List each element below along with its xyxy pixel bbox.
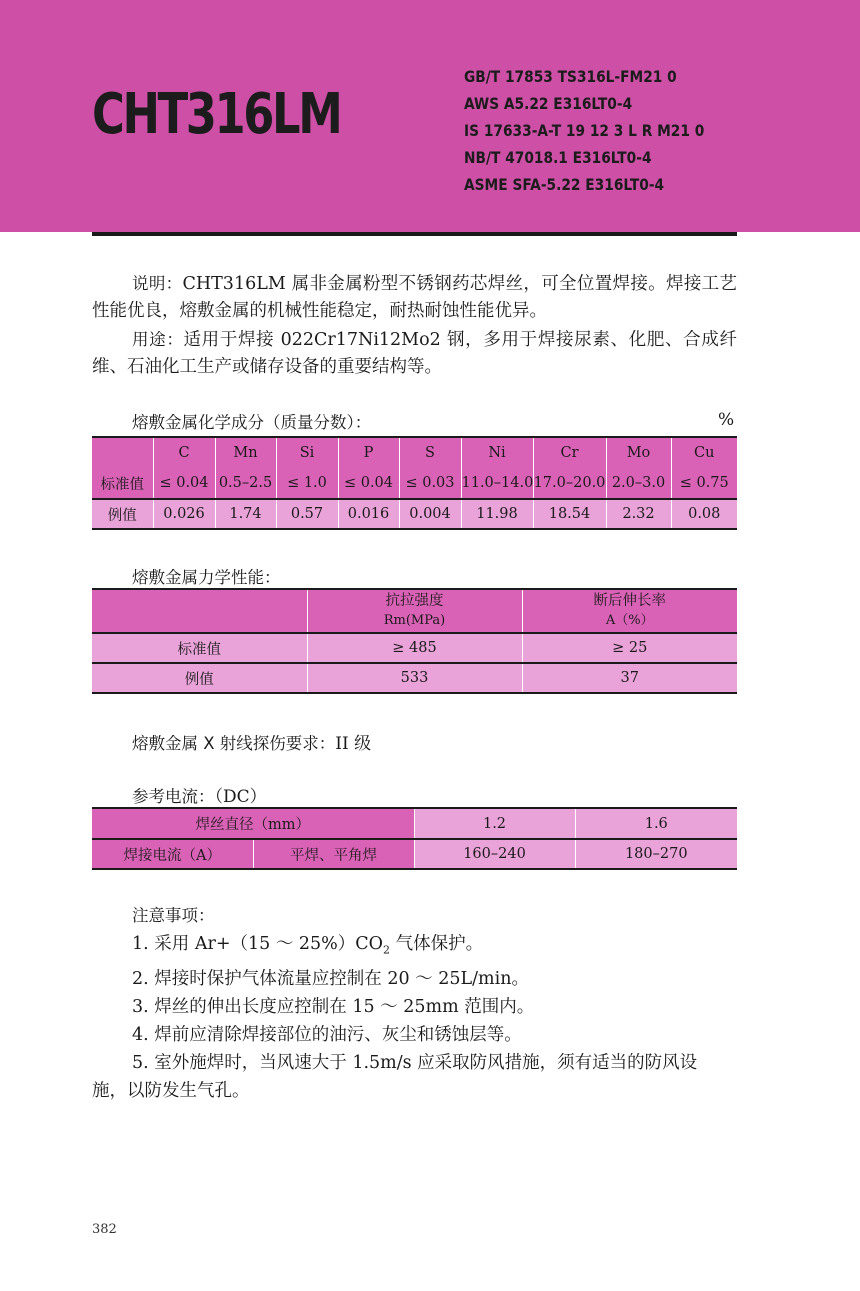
chem-header-row bbox=[92, 437, 737, 468]
current-label: 参考电流： bbox=[132, 787, 215, 806]
chem-standard-row bbox=[92, 468, 737, 499]
chem-cell: 17.0–20.0 bbox=[533, 468, 606, 499]
mech-cell: 例值 bbox=[92, 663, 307, 693]
standards-list bbox=[464, 63, 704, 198]
chem-cell: 0.004 bbox=[399, 499, 461, 529]
chem-cell: 0.08 bbox=[671, 499, 737, 529]
diameter-label: 焊丝直径（mm） bbox=[92, 808, 414, 839]
mech-header-row bbox=[92, 589, 737, 633]
chem-table bbox=[92, 436, 737, 530]
description-paragraph bbox=[92, 270, 737, 325]
diameter-value: 1.2 bbox=[414, 808, 575, 839]
chem-header-cell: Cu bbox=[671, 437, 737, 468]
mech-cell: ≥ 485 bbox=[307, 633, 522, 663]
chem-cell: 2.32 bbox=[606, 499, 671, 529]
chem-cell: ≤ 0.04 bbox=[153, 468, 215, 499]
current-diameter-row bbox=[92, 808, 737, 839]
chem-cell: 1.74 bbox=[215, 499, 276, 529]
chem-cell: 0.5–2.5 bbox=[215, 468, 276, 499]
chem-header-cell: Mo bbox=[606, 437, 671, 468]
elongation-unit: A（%） bbox=[605, 613, 654, 628]
chem-cell: ≤ 0.03 bbox=[399, 468, 461, 499]
note-1-tail: 气体保护。 bbox=[390, 934, 484, 954]
note-item: 4. 焊前应清除焊接部位的油污、灰尘和锈蚀层等。 bbox=[132, 1024, 522, 1045]
mech-example-row bbox=[92, 663, 737, 693]
chem-header-cell bbox=[92, 437, 153, 468]
tensile-label: 抗拉强度 bbox=[385, 593, 444, 609]
xray-value: II 级 bbox=[335, 734, 372, 754]
chem-cell: 0.57 bbox=[276, 499, 338, 529]
mech-header-empty bbox=[92, 589, 307, 633]
chem-cell: 标准值 bbox=[92, 468, 153, 499]
mech-standard-row bbox=[92, 633, 737, 663]
current-range-value: 160–240 bbox=[414, 839, 575, 869]
standard-item: IS 17633-A-T 19 12 3 L R M21 0 bbox=[464, 121, 705, 140]
standard-item: AWS A5.22 E316LT0-4 bbox=[464, 94, 633, 113]
tensile-unit: Rm(MPa) bbox=[383, 613, 446, 628]
mech-cell: 533 bbox=[307, 663, 522, 693]
chem-cell: 0.026 bbox=[153, 499, 215, 529]
chem-header-cell: Si bbox=[276, 437, 338, 468]
chem-unit: % bbox=[718, 410, 735, 430]
chem-cell: ≤ 1.0 bbox=[276, 468, 338, 499]
note-item-continuation: 施，以防发生气孔。 bbox=[92, 1080, 250, 1101]
current-table bbox=[92, 807, 737, 870]
notes-title: 注意事项： bbox=[132, 906, 215, 925]
current-range-value: 180–270 bbox=[575, 839, 737, 869]
chem-cell: ≤ 0.04 bbox=[338, 468, 399, 499]
standard-item: GB/T 17853 TS316L-FM21 0 bbox=[464, 67, 677, 86]
note-1-text: 1. 采用 Ar+（15 ～ 25%）CO bbox=[132, 934, 384, 954]
chem-header-cell: Mn bbox=[215, 437, 276, 468]
chem-cell: 例值 bbox=[92, 499, 153, 529]
elongation-label: 断后伸长率 bbox=[593, 593, 666, 609]
note-item: 2. 焊接时保护气体流量应控制在 20 ～ 25L/min。 bbox=[132, 968, 529, 989]
usage-text: 适用于焊接 022Cr17Ni12Mo2 钢，多用于焊接尿素、化肥、合成纤维、石油化工生产或储存设备的重要结构等。 bbox=[92, 330, 738, 377]
chem-cell: 18.54 bbox=[533, 499, 606, 529]
mech-table bbox=[92, 588, 737, 694]
chem-header-cell: P bbox=[338, 437, 399, 468]
chem-header-cell: Cr bbox=[533, 437, 606, 468]
chem-title: 熔敷金属化学成分（质量分数）： bbox=[132, 413, 372, 432]
xray-requirement bbox=[132, 729, 371, 754]
usage-paragraph bbox=[92, 326, 737, 381]
notes-section bbox=[92, 902, 737, 1105]
current-type: （DC） bbox=[214, 787, 267, 807]
mech-cell: 37 bbox=[522, 663, 737, 693]
chem-cell: 11.0–14.0 bbox=[461, 468, 533, 499]
chem-header-cell: C bbox=[153, 437, 215, 468]
chem-example-row bbox=[92, 499, 737, 529]
mech-header-tensile bbox=[307, 589, 522, 633]
chem-header-cell: S bbox=[399, 437, 461, 468]
welding-position: 平焊、平角焊 bbox=[253, 839, 414, 869]
chem-cell: 0.016 bbox=[338, 499, 399, 529]
mech-title: 熔敷金属力学性能： bbox=[132, 568, 281, 587]
note-item bbox=[92, 930, 737, 965]
diameter-value: 1.6 bbox=[575, 808, 737, 839]
standard-item: ASME SFA-5.22 E316LT0-4 bbox=[464, 175, 665, 194]
usage-label: 用途： bbox=[132, 330, 184, 349]
description-text: CHT316LM 属非金属粉型不锈钢药芯焊丝，可全位置焊接。焊接工艺性能优良，熔敷金属的机械性能稳定，耐热耐蚀性能优异。 bbox=[92, 274, 737, 321]
note-item: 3. 焊丝的伸出长度应控制在 15 ～ 25mm 范围内。 bbox=[132, 996, 535, 1017]
page-number: 382 bbox=[92, 1222, 117, 1237]
chem-header-cell: Ni bbox=[461, 437, 533, 468]
header-rule bbox=[92, 232, 737, 236]
current-range-row bbox=[92, 839, 737, 869]
chem-cell: 11.98 bbox=[461, 499, 533, 529]
product-title: CHT316LM bbox=[92, 82, 341, 147]
current-range-label: 焊接电流（A） bbox=[92, 839, 253, 869]
current-heading bbox=[132, 782, 267, 807]
mech-header-elongation bbox=[522, 589, 737, 633]
chem-cell: ≤ 0.75 bbox=[671, 468, 737, 499]
note-1-subscript: 2 bbox=[383, 943, 391, 957]
description-label: 说明： bbox=[132, 274, 183, 293]
chem-cell: 2.0–3.0 bbox=[606, 468, 671, 499]
note-item: 5. 室外施焊时，当风速大于 1.5m/s 应采取防风措施，须有适当的防风设 bbox=[132, 1052, 698, 1073]
mech-cell: 标准值 bbox=[92, 633, 307, 663]
mech-cell: ≥ 25 bbox=[522, 633, 737, 663]
standard-item: NB/T 47018.1 E316LT0-4 bbox=[464, 148, 652, 167]
xray-label: 熔敷金属 X 射线探伤要求： bbox=[132, 734, 336, 753]
